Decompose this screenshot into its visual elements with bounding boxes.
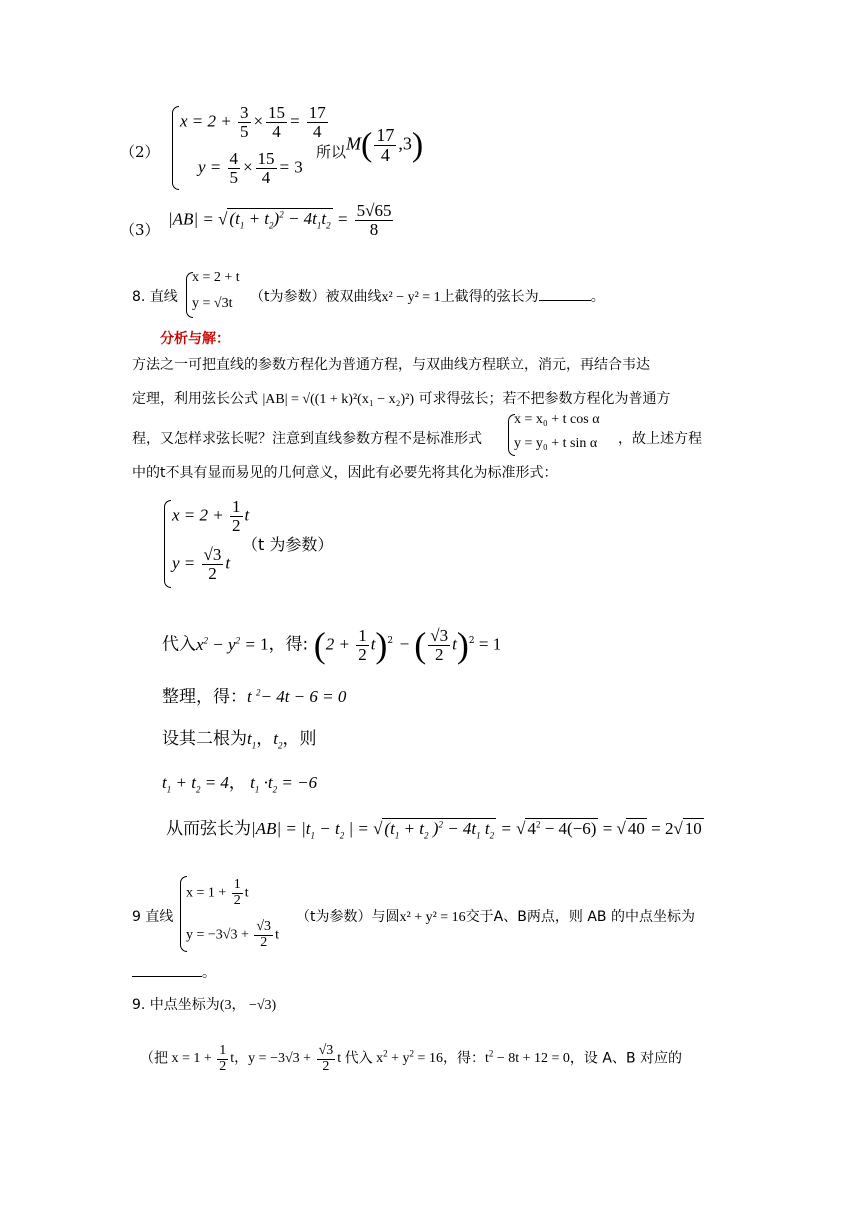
so-label: 所以: [316, 143, 347, 161]
system-brace: [164, 500, 171, 588]
part-2-x-equation: x = 2 + $\frac{3}{5}$ × $\frac{15}{4}$ = $\frac{17}{4}$: [180, 103, 326, 141]
analysis-paragraph-2: 定理，利用弦长公式 |AB| = √((1 + k)²(x₁ − x₂)²) 可求得弦长；若不把参数方程化为普通方: [132, 391, 671, 407]
analysis-paragraph-1: 方法之一可把直线的参数方程化为普通方程，与双曲线方程联立，消元，再结合韦达: [132, 357, 650, 373]
simplify-step: 整理，得：t $^2$− 4t − 6 = 0: [162, 687, 347, 707]
part-3-label: （3）: [120, 221, 160, 239]
question-9: 9 直线: [132, 909, 174, 925]
point-M: M( $\frac{17}{4}$ ,3): [346, 125, 424, 165]
vieta-step: $t_1 + t_2 = 4$， $t_1 \cdot t_2 = -6$: [162, 773, 318, 795]
q9-line-x: x = 1 + $\frac{1}{2}$ t: [186, 877, 249, 908]
std-param-label: （t 为参数）: [242, 535, 334, 554]
question-8: 8. 直线: [132, 289, 178, 305]
analysis-paragraph-3: 程，又怎样求弦长呢？注意到直线参数方程不是标准形式: [132, 431, 482, 447]
q9-line-y: y = −3√3 + $\frac{√3}{2}$ t: [186, 919, 279, 950]
answer-9: 9. 中点坐标为(3， −√3): [132, 997, 277, 1013]
q9-answer-blank: 。: [132, 962, 216, 982]
q8-text: （t为参数）被双曲线x² − y² = 1上截得的弦长为 。: [250, 286, 605, 306]
answer-9-explanation: （把 x = 1 + $\frac{1}{2}$ t，y = −3√3 + $\frac{√3}{2}$ t 代入 $x^2 + y^2 = 16$，得：$t^2 - 8t + 12 = 0$，设 A、B 对应的: [140, 1043, 683, 1074]
analysis-paragraph-3b: ，故上述方程: [618, 431, 702, 447]
part-2-y-equation: y = $\frac{4}{5}$ × $\frac{15}{4}$ = 3: [198, 149, 303, 187]
roots-step: 设其二根为$t_1$，$t_2$，则: [162, 729, 317, 751]
std-form-y: y = y₀ + t sin α: [514, 436, 598, 451]
std-x-equation: x = 2 + $\frac{1}{2}$ t: [172, 497, 250, 535]
part-2-label: （2）: [120, 143, 160, 161]
part-3-chord-expr: |AB| = √ $(t_1 + t_2)^2 - 4t_1t_2$ = $\frac{5√65}{8}$: [168, 201, 392, 239]
q9-text: （t为参数）与圆x² + y² = 16交于A、B两点，则 AB 的中点坐标为: [296, 909, 695, 925]
std-y-equation: y = $\frac{√3}{2}$ t: [172, 545, 231, 583]
analysis-paragraph-4: 中的t不具有显而易见的几何意义，因此有必要先将其化为标准形式：: [132, 465, 558, 481]
analysis-title: 分析与解：: [160, 331, 230, 347]
substitution-step: 代入$x^2 - y^2 = 1$，得: (2 + $\frac{1}{2}$ t)$^2$ − ( $\frac{√3}{2}$ t)$^2$ = 1: [162, 625, 502, 665]
q8-line-y: y = √3t: [192, 296, 233, 311]
system-brace: [172, 106, 179, 190]
q8-line-x: x = 2 + t: [192, 270, 240, 285]
chord-length-result: 从而弦长为$|AB| = |t_1 - t_2$ | = √ ($t_1 + t_2$ )$^2 - 4t_1$ $t_2$ = √ $4^2 - 4(-6)$ = √ 40 = 2√ 10: [166, 819, 702, 841]
std-form-x: x = x₀ + t cos α: [514, 412, 600, 427]
